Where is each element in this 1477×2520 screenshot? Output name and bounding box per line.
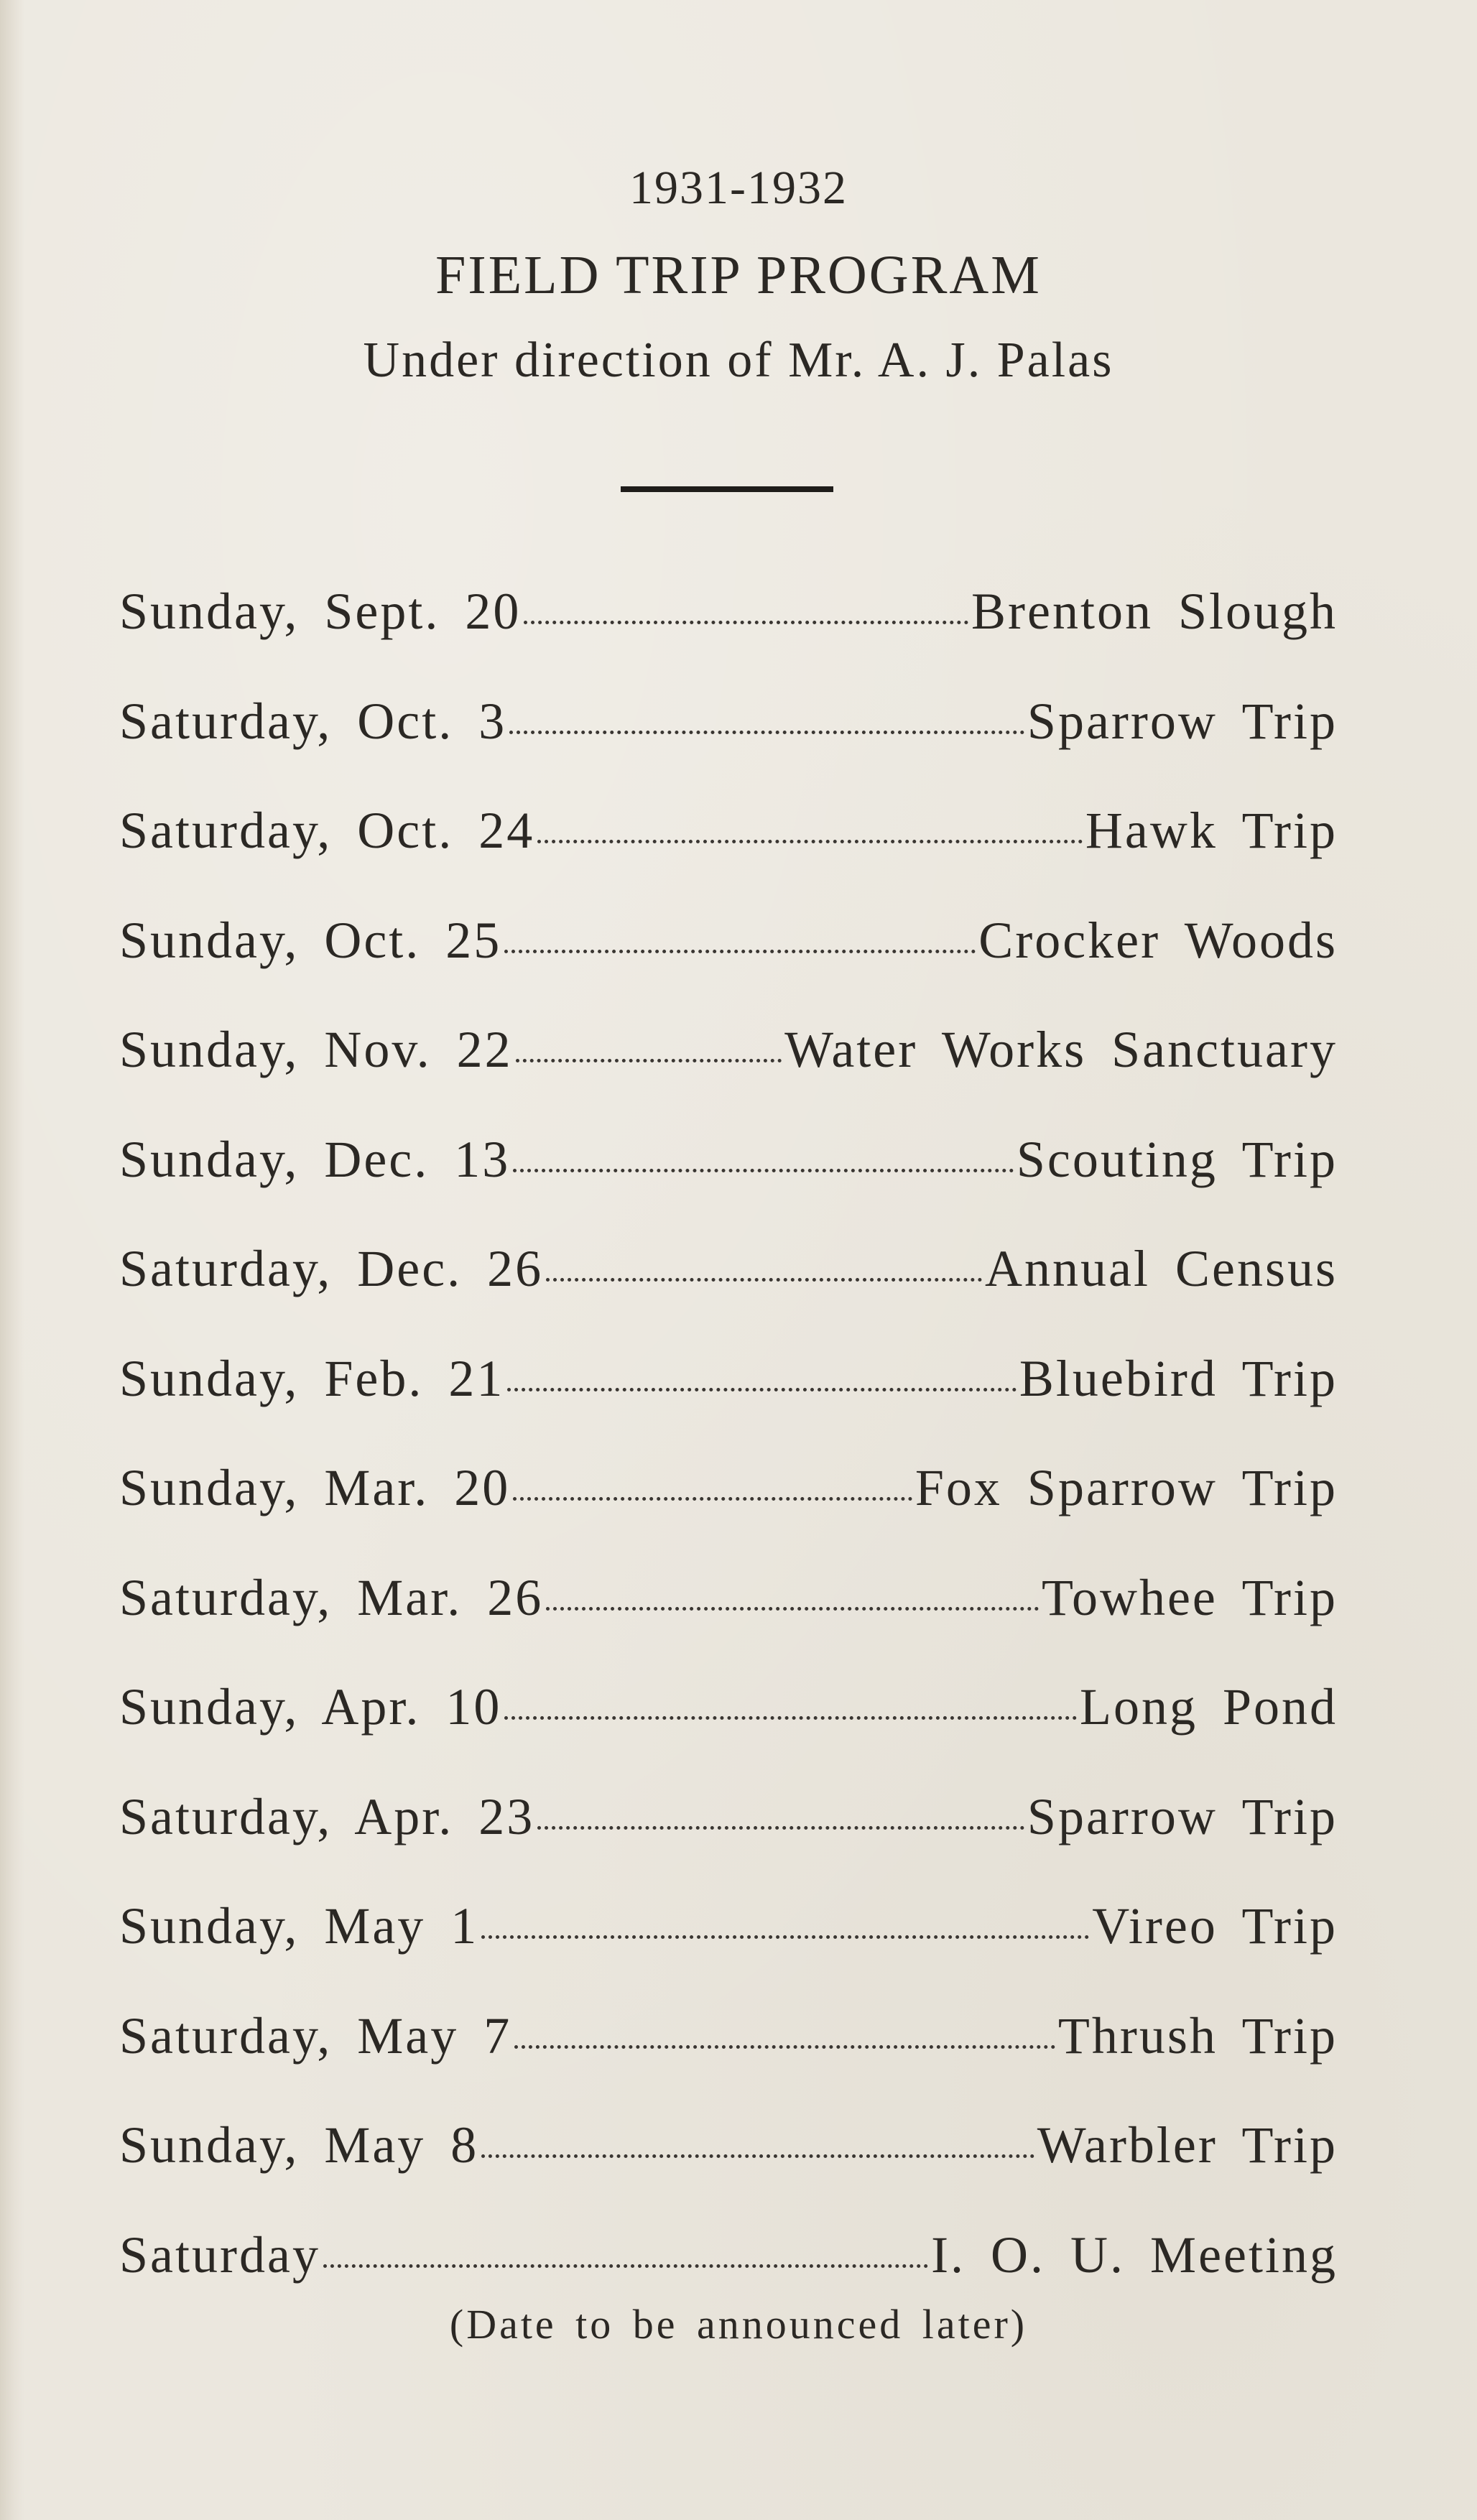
dot-leader bbox=[514, 2045, 1055, 2049]
schedule-row bbox=[119, 2116, 1338, 2225]
schedule-row bbox=[119, 1787, 1338, 1897]
dot-leader bbox=[537, 1826, 1024, 1830]
dot-leader bbox=[537, 840, 1083, 843]
program-title: FIELD TRIP PROGRAM bbox=[435, 245, 1042, 305]
schedule-row bbox=[119, 1568, 1338, 1678]
date-note: (Date to be announced later) bbox=[449, 2301, 1028, 2348]
dot-leader bbox=[516, 1059, 782, 1062]
dot-leader bbox=[481, 1935, 1089, 1939]
title-divider bbox=[621, 486, 833, 492]
schedule-row bbox=[119, 692, 1338, 802]
trip-date: Sunday, Apr. 10 bbox=[119, 1678, 502, 1736]
schedule-row bbox=[119, 2006, 1338, 2116]
dot-leader bbox=[504, 1716, 1077, 1720]
dot-leader bbox=[509, 731, 1024, 734]
trip-destination: Brenton Slough bbox=[971, 583, 1338, 640]
dot-leader bbox=[546, 1607, 1039, 1611]
trip-destination: Towhee Trip bbox=[1042, 1568, 1338, 1626]
trip-destination: Bluebird Trip bbox=[1019, 1349, 1338, 1407]
trip-destination: Sparrow Trip bbox=[1027, 692, 1338, 750]
trip-date: Sunday, Oct. 25 bbox=[119, 911, 502, 969]
trip-destination: Scouting Trip bbox=[1016, 1130, 1338, 1188]
dot-leader bbox=[513, 1169, 1014, 1172]
trip-date: Saturday bbox=[119, 2225, 320, 2284]
schedule-row bbox=[119, 1349, 1338, 1459]
dot-leader bbox=[546, 1278, 982, 1282]
dot-leader bbox=[323, 2264, 928, 2268]
schedule-row bbox=[119, 1677, 1338, 1787]
dot-leader bbox=[481, 2154, 1034, 2158]
dot-leader bbox=[513, 1497, 912, 1501]
trip-destination: Long Pond bbox=[1079, 1678, 1338, 1736]
trip-destination: Fox Sparrow Trip bbox=[915, 1459, 1338, 1516]
trip-destination: Hawk Trip bbox=[1085, 802, 1338, 859]
trip-date: Sunday, May 8 bbox=[119, 2116, 479, 2174]
program-year: 1931-1932 bbox=[629, 162, 848, 214]
trip-destination: Annual Census bbox=[985, 1240, 1338, 1297]
dot-leader bbox=[504, 950, 976, 953]
trip-date: Sunday, May 1 bbox=[119, 1897, 479, 1955]
dot-leader bbox=[507, 1388, 1017, 1391]
trip-destination: Warbler Trip bbox=[1037, 2116, 1338, 2174]
schedule-row bbox=[119, 1130, 1338, 1240]
trip-date: Saturday, Oct. 3 bbox=[119, 692, 507, 750]
trip-destination: Water Works Sanctuary bbox=[784, 1021, 1338, 1078]
trip-date: Saturday, Mar. 26 bbox=[119, 1568, 544, 1626]
trip-destination: Crocker Woods bbox=[978, 911, 1338, 969]
schedule-row bbox=[119, 911, 1338, 1021]
trip-date: Saturday, Apr. 23 bbox=[119, 1787, 535, 1845]
schedule-row bbox=[119, 582, 1338, 692]
schedule-row bbox=[119, 1896, 1338, 2006]
schedule-row bbox=[119, 1458, 1338, 1568]
trip-date: Saturday, May 7 bbox=[119, 2006, 512, 2065]
trip-date: Sunday, Dec. 13 bbox=[119, 1130, 511, 1188]
trip-date: Saturday, Oct. 24 bbox=[119, 802, 535, 859]
schedule-row bbox=[119, 1020, 1338, 1130]
program-director: Under direction of Mr. A. J. Palas bbox=[363, 333, 1114, 388]
trip-date: Saturday, Dec. 26 bbox=[119, 1240, 544, 1297]
dot-leader bbox=[524, 621, 968, 624]
schedule-row bbox=[119, 801, 1338, 911]
trip-date: Sunday, Mar. 20 bbox=[119, 1459, 511, 1516]
trip-date: Sunday, Feb. 21 bbox=[119, 1349, 505, 1407]
schedule-row bbox=[119, 1239, 1338, 1349]
trip-date: Sunday, Sept. 20 bbox=[119, 583, 522, 640]
trip-destination: Thrush Trip bbox=[1057, 2006, 1338, 2065]
trip-destination: I. O. U. Meeting bbox=[931, 2225, 1338, 2284]
trip-schedule bbox=[119, 582, 1338, 2335]
trip-date: Sunday, Nov. 22 bbox=[119, 1021, 513, 1078]
trip-destination: Sparrow Trip bbox=[1027, 1787, 1338, 1845]
trip-destination: Vireo Trip bbox=[1092, 1897, 1338, 1955]
